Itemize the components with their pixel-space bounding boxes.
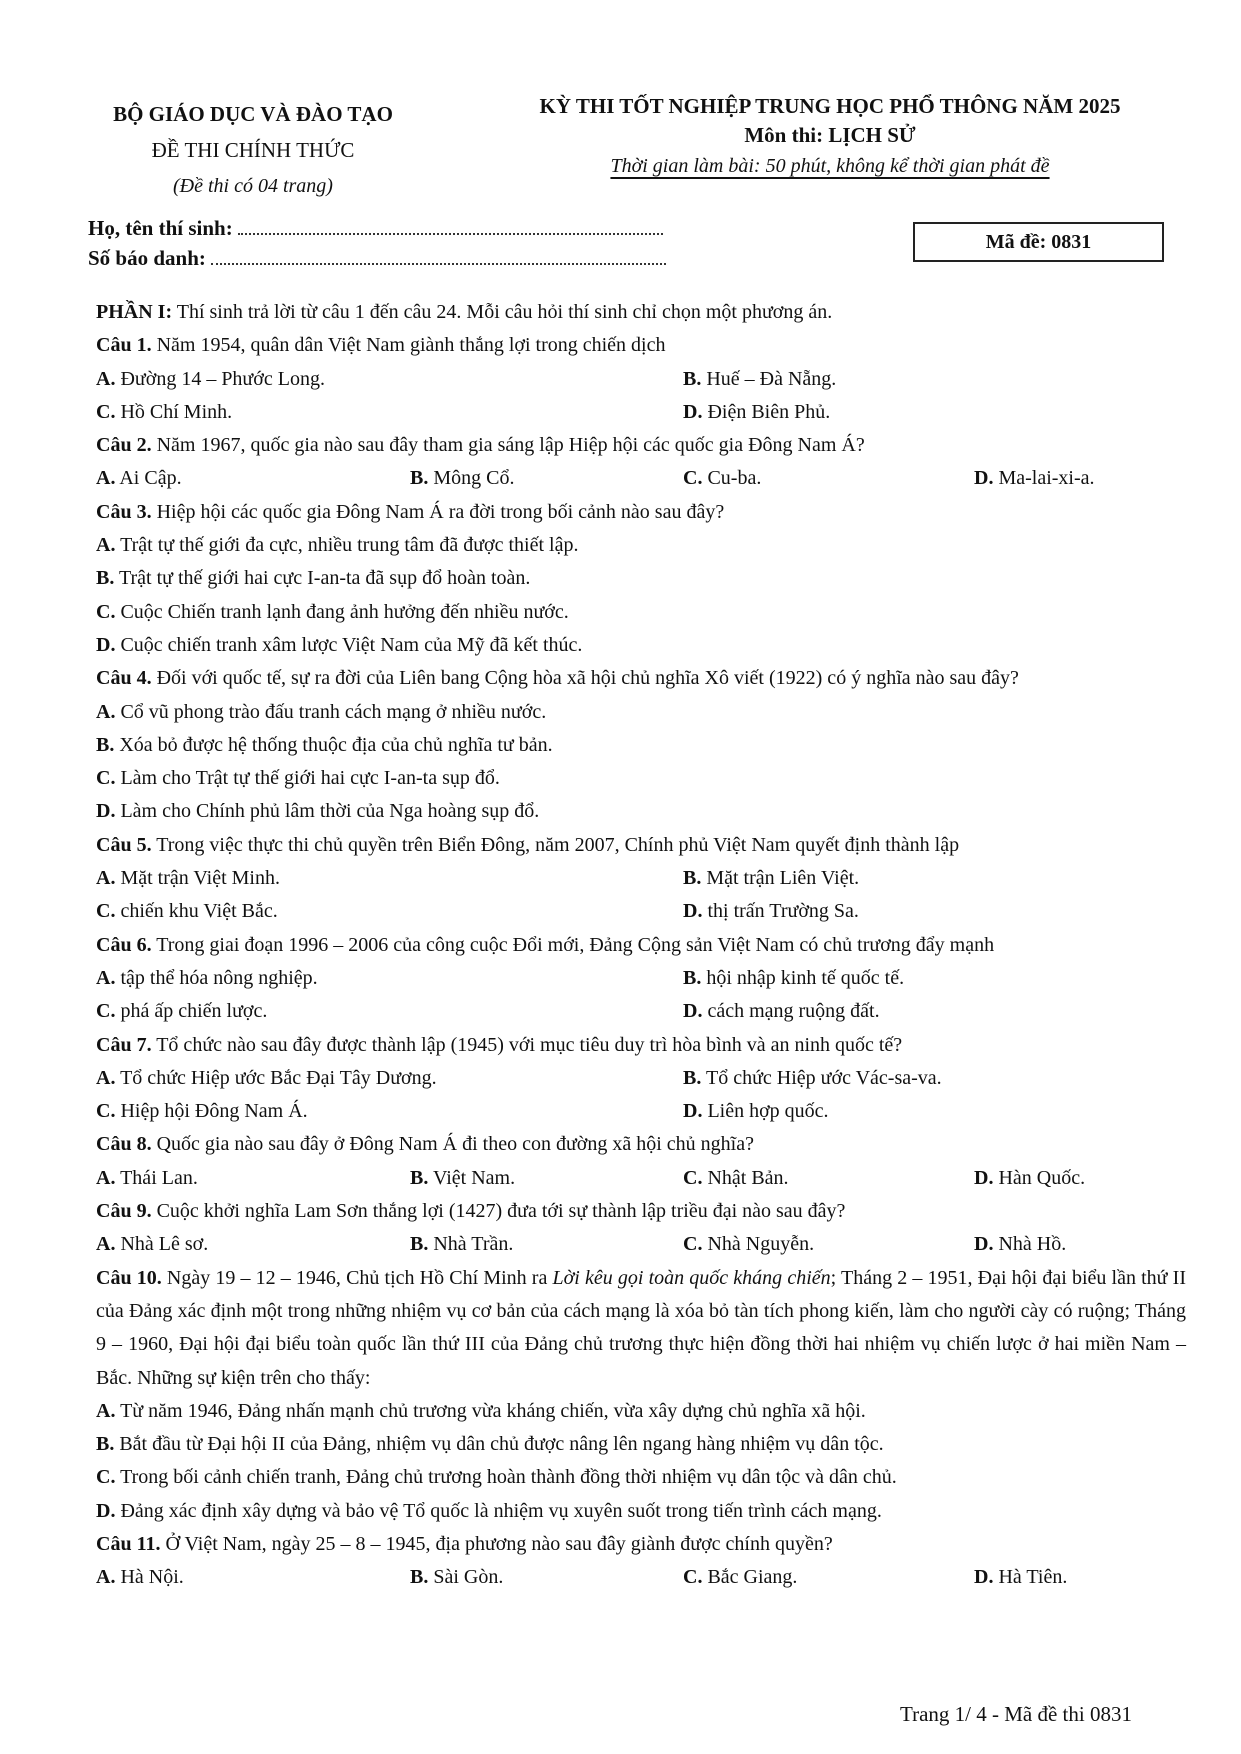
question-text: Năm 1954, quân dân Việt Nam giành thắng lợi trong chiến dịch bbox=[156, 334, 666, 357]
question-label: Câu 6. bbox=[96, 933, 152, 956]
option-c[interactable]: C. Nhật Bản. bbox=[683, 1166, 789, 1189]
option-b[interactable]: B. Việt Nam. bbox=[410, 1166, 516, 1189]
option-c[interactable]: C. chiến khu Việt Bắc. bbox=[96, 900, 278, 923]
option-a[interactable]: A. Cổ vũ phong trào đấu tranh cách mạng ở nhiều nước. bbox=[96, 700, 547, 723]
question-11 bbox=[96, 1528, 1186, 1561]
option-a[interactable]: A. Đường 14 – Phước Long. bbox=[96, 367, 325, 390]
option-c[interactable]: C. Cuộc Chiến tranh lạnh đang ảnh hưởng đến nhiều nước. bbox=[96, 600, 569, 623]
question-5 bbox=[96, 829, 1186, 862]
candidate-id-row bbox=[88, 246, 666, 271]
exam-body bbox=[96, 296, 1186, 1595]
option-a[interactable]: A. Tổ chức Hiệp ước Bắc Đại Tây Dương. bbox=[96, 1066, 437, 1089]
question-label: Câu 3. bbox=[96, 500, 152, 523]
candidate-id-label: Số báo danh: bbox=[88, 246, 206, 270]
page-footer: Trang 1/ 4 - Mã đề thi 0831 bbox=[900, 1702, 1132, 1726]
option-a[interactable]: A. Ai Cập. bbox=[96, 467, 182, 490]
pages-note: (Đề thi có 04 trang) bbox=[173, 175, 333, 197]
options-row bbox=[96, 862, 1186, 895]
option-b[interactable]: B. Bắt đầu từ Đại hội II của Đảng, nhiệm vụ dân chủ được nâng lên ngang hàng nhiệm vụ dân tộc. bbox=[96, 1433, 884, 1456]
quoted-title: Lời kêu gọi toàn quốc kháng chiến bbox=[552, 1266, 831, 1289]
option-a[interactable]: A. Nhà Lê sơ. bbox=[96, 1233, 209, 1256]
official-exam-label: ĐỀ THI CHÍNH THỨC bbox=[151, 138, 355, 162]
option-a[interactable]: A. tập thể hóa nông nghiệp. bbox=[96, 966, 318, 989]
option-d[interactable]: D. Điện Biên Phủ. bbox=[683, 400, 831, 423]
candidate-name-label: Họ, tên thí sinh: bbox=[88, 216, 233, 240]
option-d[interactable]: D. thị trấn Trường Sa. bbox=[683, 900, 859, 923]
option-d[interactable]: D. cách mạng ruộng đất. bbox=[683, 1000, 880, 1023]
option-b[interactable]: B. Mông Cổ. bbox=[410, 467, 515, 490]
options-row bbox=[96, 1561, 1186, 1594]
options-row bbox=[96, 1162, 1186, 1195]
option-c[interactable]: C. Bắc Giang. bbox=[683, 1566, 798, 1589]
option-b[interactable]: B. Huế – Đà Nẵng. bbox=[683, 367, 837, 390]
option-d[interactable]: D. Hàn Quốc. bbox=[974, 1166, 1086, 1189]
options-row bbox=[96, 895, 1186, 928]
option-d[interactable]: D. Đảng xác định xây dựng và bảo vệ Tổ quốc là nhiệm vụ xuyên suốt trong tiến trình cách mạng. bbox=[96, 1499, 882, 1522]
question-text: Quốc gia nào sau đây ở Đông Nam Á đi theo con đường xã hội chủ nghĩa? bbox=[156, 1133, 754, 1156]
option-d[interactable]: D. Làm cho Chính phủ lâm thời của Nga hoàng sụp đổ. bbox=[96, 800, 540, 823]
options-row bbox=[96, 1095, 1186, 1128]
question-4 bbox=[96, 662, 1186, 695]
question-text: Năm 1967, quốc gia nào sau đây tham gia sáng lập Hiệp hội các quốc gia Đông Nam Á? bbox=[156, 434, 865, 457]
question-3 bbox=[96, 496, 1186, 529]
option-a[interactable]: A. Hà Nội. bbox=[96, 1566, 184, 1589]
question-label: Câu 8. bbox=[96, 1133, 152, 1156]
header-left bbox=[88, 96, 418, 204]
question-text: Ở Việt Nam, ngày 25 – 8 – 1945, địa phương nào sau đây giành được chính quyền? bbox=[165, 1532, 833, 1555]
option-a[interactable]: A. Trật tự thế giới đa cực, nhiều trung tâm đã được thiết lập. bbox=[96, 534, 579, 557]
question-text: Trong việc thực thi chủ quyền trên Biển Đông, năm 2007, Chính phủ Việt Nam quyết định thành lập bbox=[156, 833, 960, 856]
option-b[interactable]: B. Xóa bỏ được hệ thống thuộc địa của chủ nghĩa tư bản. bbox=[96, 733, 553, 756]
question-text: Đối với quốc tế, sự ra đời của Liên bang Cộng hòa xã hội chủ nghĩa Xô viết (1922) có ý nghĩa nào sau đây? bbox=[156, 667, 1019, 690]
option-b[interactable]: B. Nhà Trần. bbox=[410, 1233, 514, 1256]
option-c[interactable]: C. Cu-ba. bbox=[683, 467, 762, 490]
question-label: Câu 2. bbox=[96, 434, 152, 457]
part1-instruction bbox=[96, 296, 1186, 329]
options-row bbox=[96, 1062, 1186, 1095]
time-note: Thời gian làm bài: 50 phút, không kể thời gian phát đề bbox=[610, 155, 1050, 177]
exam-code-box: Mã đề: 0831 bbox=[913, 222, 1164, 262]
question-9 bbox=[96, 1195, 1186, 1228]
candidate-id-field[interactable] bbox=[211, 263, 666, 265]
option-c[interactable]: C. Làm cho Trật tự thế giới hai cực I-an-ta sụp đổ. bbox=[96, 767, 500, 790]
option-b[interactable]: B. hội nhập kinh tế quốc tế. bbox=[683, 966, 905, 989]
option-a[interactable]: A. Mặt trận Việt Minh. bbox=[96, 867, 280, 890]
question-label: Câu 1. bbox=[96, 334, 152, 357]
option-a[interactable]: A. Từ năm 1946, Đảng nhấn mạnh chủ trương vừa kháng chiến, vừa xây dựng chủ nghĩa xã hội. bbox=[96, 1399, 866, 1422]
question-7 bbox=[96, 1029, 1186, 1062]
option-a[interactable]: A. Thái Lan. bbox=[96, 1166, 198, 1189]
question-text: Trong giai đoạn 1996 – 2006 của công cuộc Đổi mới, Đảng Cộng sản Việt Nam có chủ trương đẩy mạnh bbox=[156, 933, 995, 956]
question-label: Câu 11. bbox=[96, 1532, 161, 1555]
question-label: Câu 4. bbox=[96, 667, 152, 690]
option-b[interactable]: B. Mặt trận Liên Việt. bbox=[683, 867, 860, 890]
question-text: Cuộc khởi nghĩa Lam Sơn thắng lợi (1427) đưa tới sự thành lập triều đại nào sau đây? bbox=[156, 1200, 846, 1223]
options-row bbox=[96, 462, 1186, 495]
option-c[interactable]: C. Hồ Chí Minh. bbox=[96, 400, 233, 423]
options-row bbox=[96, 396, 1186, 429]
question-label: Câu 10. bbox=[96, 1266, 162, 1289]
candidate-name-row bbox=[88, 216, 663, 241]
ministry-name: BỘ GIÁO DỤC VÀ ĐÀO TẠO bbox=[113, 102, 393, 126]
option-b[interactable]: B. Sài Gòn. bbox=[410, 1566, 504, 1589]
options-row bbox=[96, 995, 1186, 1028]
part1-text: Thí sinh trả lời từ câu 1 đến câu 24. Mỗi câu hỏi thí sinh chỉ chọn một phương án. bbox=[176, 301, 833, 323]
candidate-name-field[interactable] bbox=[238, 233, 663, 235]
options-row bbox=[96, 1228, 1186, 1261]
option-c[interactable]: C. phá ấp chiến lược. bbox=[96, 1000, 268, 1023]
question-2 bbox=[96, 429, 1186, 462]
header-right bbox=[500, 91, 1160, 183]
question-8 bbox=[96, 1128, 1186, 1161]
option-b[interactable]: B. Trật tự thế giới hai cực I-an-ta đã sụp đổ hoàn toàn. bbox=[96, 567, 531, 590]
option-c[interactable]: C. Trong bối cảnh chiến tranh, Đảng chủ trương hoàn thành đồng thời nhiệm vụ dân tộc và dân chủ. bbox=[96, 1466, 897, 1489]
option-d[interactable]: D. Cuộc chiến tranh xâm lược Việt Nam của Mỹ đã kết thúc. bbox=[96, 633, 583, 656]
question-label: Câu 7. bbox=[96, 1033, 152, 1056]
question-text: Tổ chức nào sau đây được thành lập (1945) với mục tiêu duy trì hòa bình và an ninh quốc tế? bbox=[156, 1033, 903, 1056]
question-label: Câu 9. bbox=[96, 1200, 152, 1223]
question-10: Câu 10. Ngày 19 – 12 – 1946, Chủ tịch Hồ Chí Minh ra Lời kêu gọi toàn quốc kháng chiến; Tháng 2 – 1951, Đại hội đại biểu lần thứ II của Đảng xác định một trong những nhiệm vụ cơ bản của cách mạng là xóa bỏ tàn tích phong kiến, làm cho người cày có ruộng; Tháng 9 – 1960, Đại hội đại biểu toàn quốc lần thứ III của Đảng chủ trương thực hiện đồng thời hai nhiệm vụ chiến lược ở hai miền Nam – Bắc. Những sự kiện trên cho thấy: bbox=[96, 1266, 1186, 1389]
option-c[interactable]: C. Hiệp hội Đông Nam Á. bbox=[96, 1100, 308, 1123]
question-6 bbox=[96, 929, 1186, 962]
option-c[interactable]: C. Nhà Nguyễn. bbox=[683, 1233, 815, 1256]
exam-title: KỲ THI TỐT NGHIỆP TRUNG HỌC PHỔ THÔNG NĂM 2025 bbox=[539, 94, 1121, 118]
question-label: Câu 5. bbox=[96, 833, 152, 856]
options-row bbox=[96, 363, 1186, 396]
options-row bbox=[96, 962, 1186, 995]
question-1 bbox=[96, 329, 1186, 362]
option-d[interactable]: D. Ma-lai-xi-a. bbox=[974, 467, 1095, 490]
option-d[interactable]: D. Nhà Hồ. bbox=[974, 1233, 1067, 1256]
part1-label: PHẦN I: bbox=[96, 301, 173, 323]
option-d[interactable]: D. Liên hợp quốc. bbox=[683, 1100, 829, 1123]
question-text: Hiệp hội các quốc gia Đông Nam Á ra đời trong bối cảnh nào sau đây? bbox=[156, 500, 725, 523]
option-d[interactable]: D. Hà Tiên. bbox=[974, 1566, 1068, 1589]
subject-title: Môn thi: LỊCH SỬ bbox=[744, 123, 916, 147]
option-b[interactable]: B. Tổ chức Hiệp ước Vác-sa-va. bbox=[683, 1066, 942, 1089]
